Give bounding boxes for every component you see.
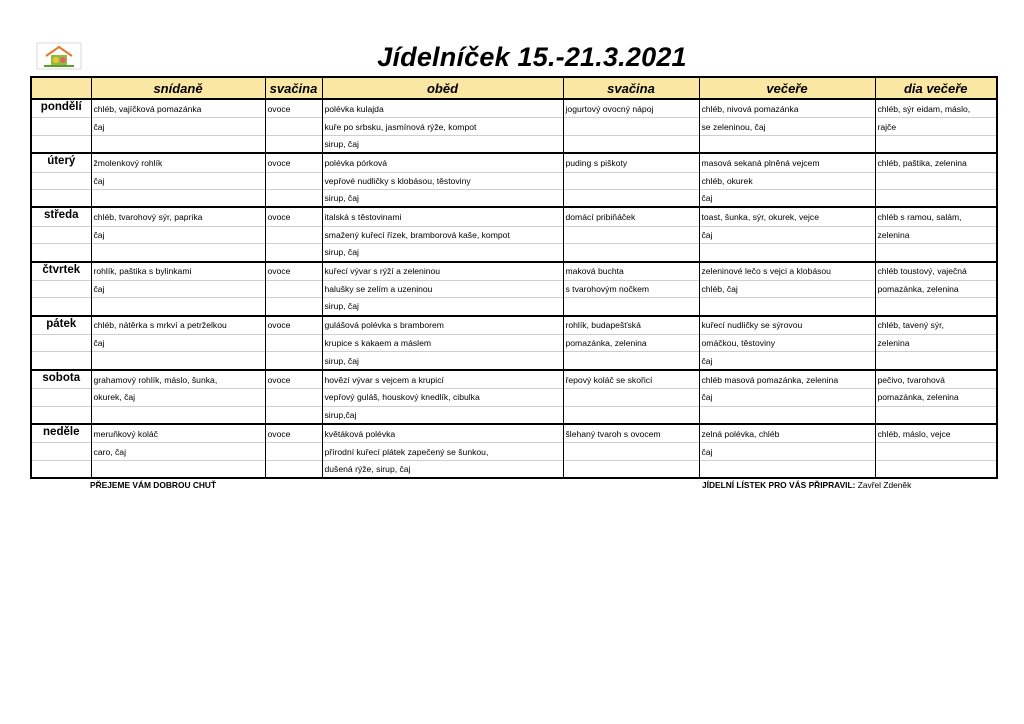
menu-cell-breakfast: chléb, vajíčková pomazánka bbox=[91, 99, 265, 118]
menu-cell-breakfast: rohlík, paštika s bylinkami bbox=[91, 262, 265, 281]
menu-cell-dinner: chléb, okurek bbox=[699, 172, 875, 189]
menu-cell-dinner bbox=[699, 244, 875, 262]
day-cell-empty bbox=[31, 335, 91, 352]
menu-cell-morning-snack bbox=[265, 460, 322, 478]
menu-cell-diabetic-dinner bbox=[875, 406, 997, 424]
menu-cell-diabetic-dinner bbox=[875, 460, 997, 478]
footer-greeting: PŘEJEME VÁM DOBROU CHUŤ bbox=[90, 480, 217, 490]
menu-cell-lunch: přírodní kuřecí plátek zapečený se šunkou, bbox=[322, 443, 563, 460]
table-row bbox=[31, 226, 997, 243]
menu-cell-lunch: kuře po srbsku, jasmínová rýže, kompot bbox=[322, 118, 563, 135]
menu-cell-diabetic-dinner: pomazánka, zelenina bbox=[875, 389, 997, 406]
day-cell-empty bbox=[31, 244, 91, 262]
menu-cell-breakfast: meruňkový koláč bbox=[91, 424, 265, 443]
table-row bbox=[31, 460, 997, 478]
menu-cell-afternoon-snack bbox=[563, 406, 699, 424]
menu-cell-breakfast bbox=[91, 406, 265, 424]
menu-cell-breakfast: žmolenkový rohlík bbox=[91, 153, 265, 172]
menu-cell-diabetic-dinner: pomazánka, zelenina bbox=[875, 280, 997, 297]
menu-cell-diabetic-dinner: zelenina bbox=[875, 335, 997, 352]
menu-cell-afternoon-snack: jogurtový ovocný nápoj bbox=[563, 99, 699, 118]
menu-cell-afternoon-snack: domácí pribiňáček bbox=[563, 207, 699, 226]
menu-cell-dinner: zeleninové lečo s vejci a klobásou bbox=[699, 262, 875, 281]
menu-cell-dinner: kuřecí nudličky se sýrovou bbox=[699, 316, 875, 335]
menu-cell-afternoon-snack: s tvarohovým nočkem bbox=[563, 280, 699, 297]
header-dinner: večeře bbox=[699, 77, 875, 99]
menu-cell-diabetic-dinner bbox=[875, 443, 997, 460]
menu-cell-lunch: hovězí vývar s vejcem a krupicí bbox=[322, 370, 563, 389]
menu-cell-dinner: čaj bbox=[699, 352, 875, 370]
table-row bbox=[31, 406, 997, 424]
menu-cell-dinner: čaj bbox=[699, 389, 875, 406]
menu-cell-afternoon-snack: šlehaný tvaroh s ovocem bbox=[563, 424, 699, 443]
menu-cell-diabetic-dinner bbox=[875, 189, 997, 207]
table-row bbox=[31, 189, 997, 207]
day-cell-empty bbox=[31, 172, 91, 189]
menu-cell-breakfast bbox=[91, 298, 265, 316]
menu-cell-breakfast: grahamový rohlík, máslo, šunka, bbox=[91, 370, 265, 389]
table-row bbox=[31, 172, 997, 189]
day-cell-empty bbox=[31, 298, 91, 316]
menu-cell-diabetic-dinner: chléb, máslo, vejce bbox=[875, 424, 997, 443]
menu-cell-morning-snack bbox=[265, 335, 322, 352]
menu-cell-breakfast: čaj bbox=[91, 280, 265, 297]
day-cell-empty bbox=[31, 389, 91, 406]
table-row bbox=[31, 244, 997, 262]
table-row bbox=[31, 207, 997, 226]
menu-cell-breakfast: okurek, čaj bbox=[91, 389, 265, 406]
menu-cell-afternoon-snack bbox=[563, 118, 699, 135]
menu-cell-dinner: čaj bbox=[699, 189, 875, 207]
menu-cell-lunch: sirup, čaj bbox=[322, 244, 563, 262]
menu-cell-breakfast: čaj bbox=[91, 118, 265, 135]
day-label: čtvrtek bbox=[31, 262, 91, 281]
menu-cell-diabetic-dinner bbox=[875, 135, 997, 153]
menu-cell-diabetic-dinner: chléb toustový, vaječná bbox=[875, 262, 997, 281]
menu-cell-lunch: smažený kuřecí řízek, bramborová kaše, kompot bbox=[322, 226, 563, 243]
menu-cell-lunch: halušky se zelím a uzeninou bbox=[322, 280, 563, 297]
footer-author-label: JÍDELNÍ LÍSTEK PRO VÁS PŘIPRAVIL: bbox=[702, 480, 856, 490]
table-row bbox=[31, 99, 997, 118]
menu-cell-dinner: chléb masová pomazánka, zelenina bbox=[699, 370, 875, 389]
menu-cell-morning-snack bbox=[265, 389, 322, 406]
menu-cell-afternoon-snack: puding s piškoty bbox=[563, 153, 699, 172]
header-row bbox=[31, 77, 997, 99]
footer-author-name: Zavřel Zdeněk bbox=[857, 480, 912, 490]
day-label: pátek bbox=[31, 316, 91, 335]
menu-cell-diabetic-dinner: pečivo, tvarohová bbox=[875, 370, 997, 389]
table-row bbox=[31, 280, 997, 297]
menu-cell-afternoon-snack bbox=[563, 389, 699, 406]
menu-cell-afternoon-snack bbox=[563, 135, 699, 153]
menu-cell-dinner bbox=[699, 298, 875, 316]
day-label: úterý bbox=[31, 153, 91, 172]
menu-cell-morning-snack bbox=[265, 298, 322, 316]
table-row bbox=[31, 262, 997, 281]
menu-cell-breakfast bbox=[91, 244, 265, 262]
menu-cell-dinner: toast, šunka, sýr, okurek, vejce bbox=[699, 207, 875, 226]
menu-cell-diabetic-dinner: chléb, tavený sýr, bbox=[875, 316, 997, 335]
menu-cell-breakfast: čaj bbox=[91, 335, 265, 352]
menu-cell-lunch: sirup, čaj bbox=[322, 135, 563, 153]
menu-cell-lunch: krupice s kakaem a máslem bbox=[322, 335, 563, 352]
menu-cell-morning-snack: ovoce bbox=[265, 316, 322, 335]
menu-cell-dinner bbox=[699, 135, 875, 153]
menu-cell-lunch: květáková polévka bbox=[322, 424, 563, 443]
menu-cell-diabetic-dinner: chléb s ramou, salám, bbox=[875, 207, 997, 226]
day-cell-empty bbox=[31, 189, 91, 207]
day-cell-empty bbox=[31, 118, 91, 135]
menu-cell-morning-snack bbox=[265, 118, 322, 135]
table-row bbox=[31, 153, 997, 172]
menu-cell-dinner bbox=[699, 460, 875, 478]
menu-cell-morning-snack: ovoce bbox=[265, 99, 322, 118]
menu-cell-breakfast: čaj bbox=[91, 226, 265, 243]
menu-cell-breakfast: caro, čaj bbox=[91, 443, 265, 460]
menu-cell-afternoon-snack bbox=[563, 352, 699, 370]
menu-cell-afternoon-snack bbox=[563, 189, 699, 207]
menu-cell-morning-snack: ovoce bbox=[265, 370, 322, 389]
table-row bbox=[31, 298, 997, 316]
menu-cell-diabetic-dinner: zelenina bbox=[875, 226, 997, 243]
menu-cell-diabetic-dinner bbox=[875, 172, 997, 189]
menu-cell-morning-snack: ovoce bbox=[265, 207, 322, 226]
menu-cell-afternoon-snack bbox=[563, 226, 699, 243]
table-row bbox=[31, 443, 997, 460]
table-row bbox=[31, 424, 997, 443]
menu-cell-morning-snack: ovoce bbox=[265, 153, 322, 172]
menu-cell-breakfast: chléb, tvarohový sýr, paprika bbox=[91, 207, 265, 226]
menu-table bbox=[30, 76, 998, 479]
menu-cell-dinner: čaj bbox=[699, 443, 875, 460]
menu-cell-dinner bbox=[699, 406, 875, 424]
menu-cell-morning-snack: ovoce bbox=[265, 262, 322, 281]
menu-cell-diabetic-dinner bbox=[875, 352, 997, 370]
table-row bbox=[31, 118, 997, 135]
day-cell-empty bbox=[31, 443, 91, 460]
menu-cell-afternoon-snack bbox=[563, 172, 699, 189]
menu-cell-lunch: sirup, čaj bbox=[322, 352, 563, 370]
menu-cell-afternoon-snack bbox=[563, 244, 699, 262]
menu-cell-diabetic-dinner bbox=[875, 298, 997, 316]
menu-cell-afternoon-snack bbox=[563, 443, 699, 460]
menu-cell-morning-snack bbox=[265, 443, 322, 460]
menu-cell-morning-snack bbox=[265, 189, 322, 207]
menu-cell-lunch: vepřový guláš, houskový knedlík, cibulka bbox=[322, 389, 563, 406]
menu-cell-dinner: čaj bbox=[699, 226, 875, 243]
menu-cell-morning-snack bbox=[265, 135, 322, 153]
menu-cell-afternoon-snack: rohlík, budapešťská bbox=[563, 316, 699, 335]
header-lunch: oběd bbox=[322, 77, 563, 99]
menu-cell-lunch: dušená rýže, sirup, čaj bbox=[322, 460, 563, 478]
menu-cell-lunch: sirup, čaj bbox=[322, 298, 563, 316]
menu-cell-breakfast: chléb, nátěrka s mrkví a petrželkou bbox=[91, 316, 265, 335]
menu-cell-afternoon-snack: pomazánka, zelenina bbox=[563, 335, 699, 352]
menu-cell-diabetic-dinner: rajče bbox=[875, 118, 997, 135]
table-row bbox=[31, 335, 997, 352]
menu-cell-breakfast bbox=[91, 460, 265, 478]
menu-cell-lunch: kuřecí vývar s rýží a zeleninou bbox=[322, 262, 563, 281]
menu-cell-diabetic-dinner bbox=[875, 244, 997, 262]
menu-cell-dinner: chléb, nivová pomazánka bbox=[699, 99, 875, 118]
table-row bbox=[31, 135, 997, 153]
menu-cell-afternoon-snack bbox=[563, 298, 699, 316]
day-cell-empty bbox=[31, 280, 91, 297]
day-label: sobota bbox=[31, 370, 91, 389]
menu-cell-morning-snack bbox=[265, 280, 322, 297]
table-row bbox=[31, 389, 997, 406]
day-cell-empty bbox=[31, 135, 91, 153]
menu-cell-afternoon-snack: řepový koláč se skořicí bbox=[563, 370, 699, 389]
day-cell-empty bbox=[31, 460, 91, 478]
menu-cell-lunch: sirup,čaj bbox=[322, 406, 563, 424]
menu-cell-dinner: se zeleninou, čaj bbox=[699, 118, 875, 135]
table-row bbox=[31, 352, 997, 370]
menu-cell-diabetic-dinner: chléb, paštika, zelenina bbox=[875, 153, 997, 172]
menu-cell-morning-snack bbox=[265, 226, 322, 243]
header-morning-snack: svačina bbox=[265, 77, 322, 99]
menu-cell-breakfast bbox=[91, 135, 265, 153]
menu-cell-dinner: omáčkou, těstoviny bbox=[699, 335, 875, 352]
menu-cell-lunch: sirup, čaj bbox=[322, 189, 563, 207]
menu-cell-breakfast bbox=[91, 352, 265, 370]
day-cell-empty bbox=[31, 406, 91, 424]
menu-cell-lunch: polévka kulajda bbox=[322, 99, 563, 118]
menu-cell-dinner: masová sekaná plněná vejcem bbox=[699, 153, 875, 172]
header-day bbox=[31, 77, 91, 99]
menu-cell-afternoon-snack: maková buchta bbox=[563, 262, 699, 281]
footer-author bbox=[702, 480, 911, 490]
menu-cell-dinner: zelná polévka, chléb bbox=[699, 424, 875, 443]
menu-cell-morning-snack bbox=[265, 406, 322, 424]
header-diabetic-dinner: dia večeře bbox=[875, 77, 997, 99]
page-title: Jídelníček 15.-21.3.2021 bbox=[377, 42, 687, 72]
menu-cell-lunch: gulášová polévka s bramborem bbox=[322, 316, 563, 335]
menu-cell-lunch: italská s těstovinami bbox=[322, 207, 563, 226]
day-cell-empty bbox=[31, 352, 91, 370]
day-cell-empty bbox=[31, 226, 91, 243]
day-label: středa bbox=[31, 207, 91, 226]
menu-cell-lunch: vepřové nudličky s klobásou, těstoviny bbox=[322, 172, 563, 189]
header-afternoon-snack: svačina bbox=[563, 77, 699, 99]
day-label: neděle bbox=[31, 424, 91, 443]
menu-cell-morning-snack bbox=[265, 172, 322, 189]
menu-cell-afternoon-snack bbox=[563, 460, 699, 478]
header-breakfast: snídaně bbox=[91, 77, 265, 99]
menu-cell-morning-snack bbox=[265, 352, 322, 370]
menu-cell-diabetic-dinner: chléb, sýr eidam, máslo, bbox=[875, 99, 997, 118]
table-row bbox=[31, 370, 997, 389]
menu-cell-breakfast bbox=[91, 189, 265, 207]
menu-cell-breakfast: čaj bbox=[91, 172, 265, 189]
menu-cell-morning-snack bbox=[265, 244, 322, 262]
menu-cell-dinner: chléb, čaj bbox=[699, 280, 875, 297]
menu-cell-lunch: polévka pórková bbox=[322, 153, 563, 172]
table-row bbox=[31, 316, 997, 335]
day-label: pondělí bbox=[31, 99, 91, 118]
menu-cell-morning-snack: ovoce bbox=[265, 424, 322, 443]
